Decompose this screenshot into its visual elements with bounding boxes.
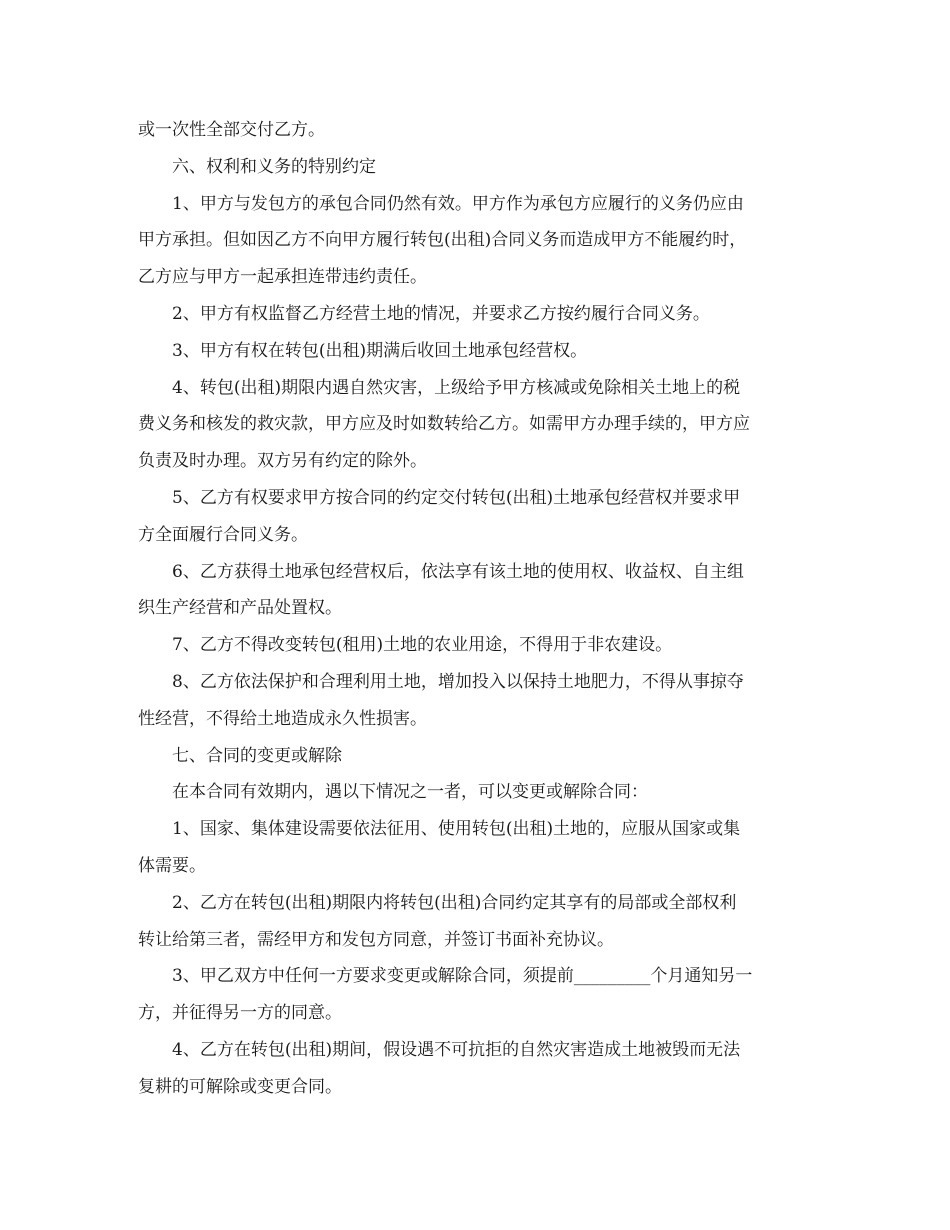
text-line-17: 性经营，不得给土地造成永久性损害。 [138,708,427,729]
text-line-3: 1、甲方与发包方的承包合同仍然有效。甲方作为承包方应履行的义务仍应由 [172,193,744,214]
text-line-1: 或一次性全部交付乙方。 [138,120,325,140]
text-line-8: 4、转包(出租)期限内遇自然灾害，上级给予甲方核减或免除相关土地上的税 [172,377,741,398]
text-line-25: 方，并征得另一方的同意。 [138,1003,342,1024]
text-line-13: 6、乙方获得土地承包经营权后，依法享有该土地的使用权、收益权、自主组 [172,561,744,582]
text-line-16: 8、乙方依法保护和合理利用土地，增加投入以保持土地肥力，不得从事掠夺 [172,671,744,692]
text-line-26: 4、乙方在转包(出租)期间，假设遇不可抗拒的自然灾害造成土地被毁而无法 [172,1039,741,1060]
text-line-10: 负责及时办理。双方另有约定的除外。 [138,451,427,472]
text-line-22: 2、乙方在转包(出租)期限内将转包(出租)合同约定其享有的局部或全部权利 [172,892,737,913]
text-line-7: 3、甲方有权在转包(出租)期满后收回土地承包经营权。 [172,340,588,361]
text-line-14: 织生产经营和产品处置权。 [138,598,342,619]
text-line-11: 5、乙方有权要求甲方按合同的约定交付转包(出租)土地承包经营权并要求甲 [172,487,741,508]
text-line-12: 方全面履行合同义务。 [138,524,308,545]
text-line-27: 复耕的可解除或变更合同。 [138,1076,342,1097]
text-line-24: 3、甲乙双方中任何一方要求变更或解除合同，须提前_________个月通知另一 [172,966,753,987]
text-line-23: 转让给第三者，需经甲方和发包方同意，并签订书面补充协议。 [138,929,614,950]
text-line-15: 7、乙方不得改变转包(租用)土地的农业用途，不得用于非农建设。 [172,635,673,656]
text-line-9: 费义务和核发的救灾款，甲方应及时如数转给乙方。如需甲方办理手续的，甲方应 [138,414,750,435]
text-line-19: 在本合同有效期内，遇以下情况之一者，可以变更或解除合同： [172,782,648,803]
text-line-5: 乙方应与甲方一起承担连带违约责任。 [138,267,427,288]
text-line-4: 甲方承担。但如因乙方不向甲方履行转包(出租)合同义务而造成甲方不能履约时， [138,230,747,251]
text-line-21: 体需要。 [138,855,206,876]
text-line-6: 2、甲方有权监督乙方经营土地的情况，并要求乙方按约履行合同义务。 [172,303,710,324]
section-heading-rights-obligations: 六、权利和义务的特别约定 [172,156,376,177]
document-page [138,112,818,1106]
section-heading-change-termination: 七、合同的变更或解除 [172,745,342,766]
text-line-20: 1、国家、集体建设需要依法征用、使用转包(出租)土地的，应服从国家或集 [172,819,741,840]
